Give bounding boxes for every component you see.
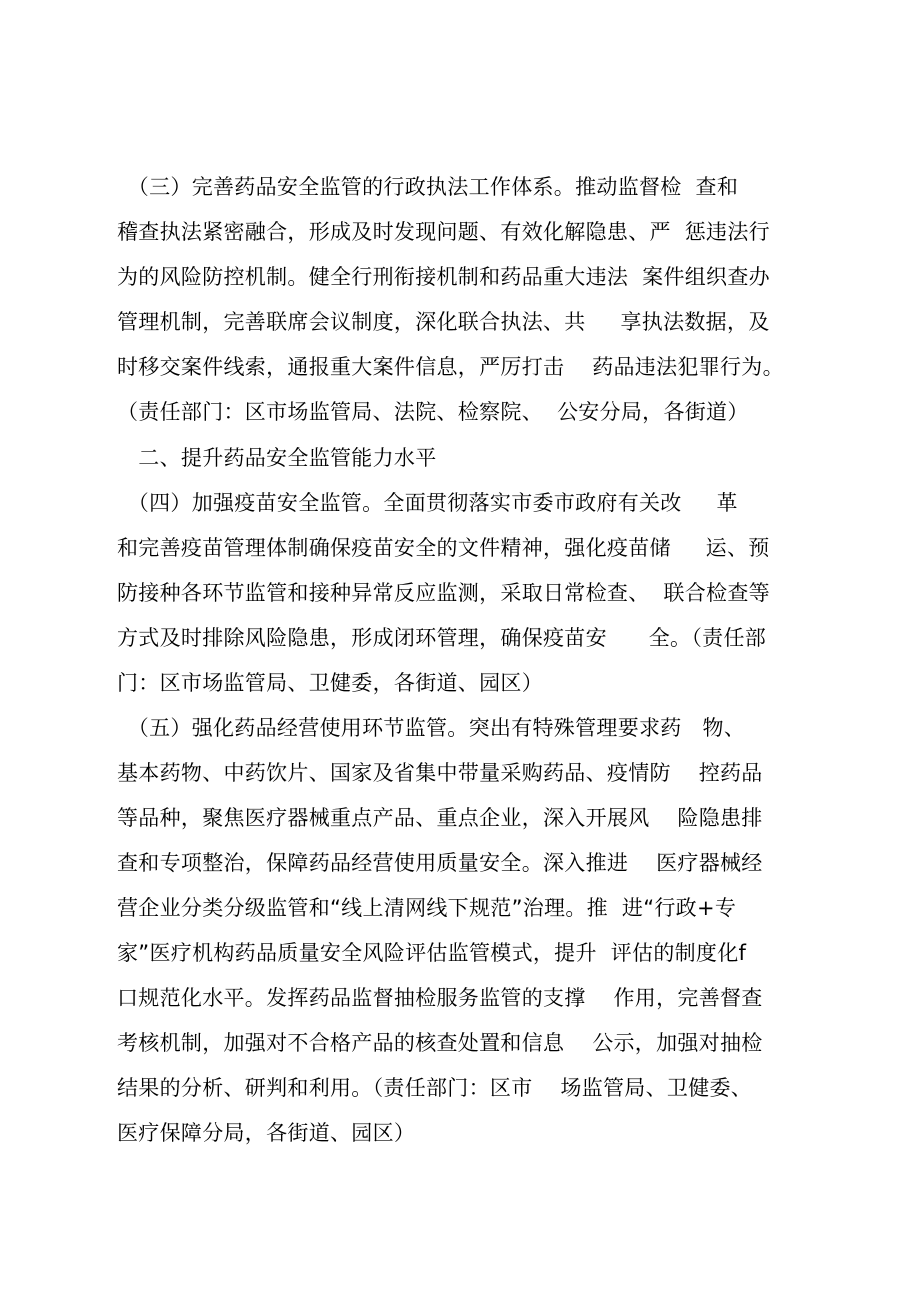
paragraph-3-line-2: 稽查执法紧密融合，形成及时发现问题、有效化解隐患、严 惩违法行 [117,220,770,244]
paragraph-5-line-2: 基本药物、中药饮片、国家及省集中带量采购药品、疫情防 控药品 [117,761,763,785]
paragraph-5-line-7: 口规范化水平。发挥药品监督抽检服务监管的支撑 作用，完善督查 [117,986,763,1010]
paragraph-4-line-5: 门：区市场监管局、卫健委，各街道、园区） [117,671,543,695]
paragraph-4-line-2: 和完善疫苗管理体制确保疫苗安全的文件精神，强化疫苗储 运、预 [117,536,770,560]
paragraph-5-line-9: 结果的分析、研判和利用。（责任部门：区市 场监管局、卫健委、 [117,1076,753,1100]
paragraph-4-line-3: 防接种各环节监管和接种异常反应监测，采取日常检查、 联合检查等 [117,581,770,605]
paragraph-3-line-3: 为的风险防控机制。健全行刑衔接机制和药品重大违法 案件组织查办 [117,265,770,289]
paragraph-5-line-6: 家”医疗机构药品质量安全风险评估监管模式，提升 评估的制度化f [117,941,747,965]
section-heading-2: 二、提升药品安全监管能力水平 [117,446,437,470]
paragraph-5-line-3: 等品种，聚焦医疗器械重点产品、重点企业，深入开展风 险隐患排 [117,806,763,830]
paragraph-5-line-10: 医疗保障分局，各街道、园区） [117,1121,416,1145]
paragraph-5-line-8: 考核机制，加强对不合格产品的核查处置和信息 公示，加强对抽检 [117,1031,763,1055]
paragraph-5-line-1: （五）强化药品经营使用环节监管。突出有特殊管理要求药 物、 [117,716,746,740]
paragraph-4-line-4: 方式及时排除风险隐患，形成闭环管理，确保疫苗安 全。（责任部 [117,626,767,650]
paragraph-3-line-1: （三）完善药品安全监管的行政执法工作体系。推动监督检 查和 [117,175,739,199]
paragraph-5-line-5: 营企业分类分级监管和“线上清网线下规范”治理。推 进“行政+专 [117,896,737,920]
paragraph-3-line-6: （责任部门：区市场监管局、法院、检察院、 公安分局，各街道） [117,400,749,424]
paragraph-4-line-1: （四）加强疫苗安全监管。全面贯彻落实市委市政府有关改 革 [117,491,738,515]
paragraph-5-line-4: 查和专项整治，保障药品经营使用质量安全。深入推进 医疗器械经 [117,851,763,875]
paragraph-3-line-5: 时移交案件线索，通报重大案件信息，严厉打击 药品违法犯罪行为。 [117,355,784,379]
paragraph-3-line-4: 管理机制，完善联席会议制度，深化联合执法、共 享执法数据，及 [117,310,770,334]
